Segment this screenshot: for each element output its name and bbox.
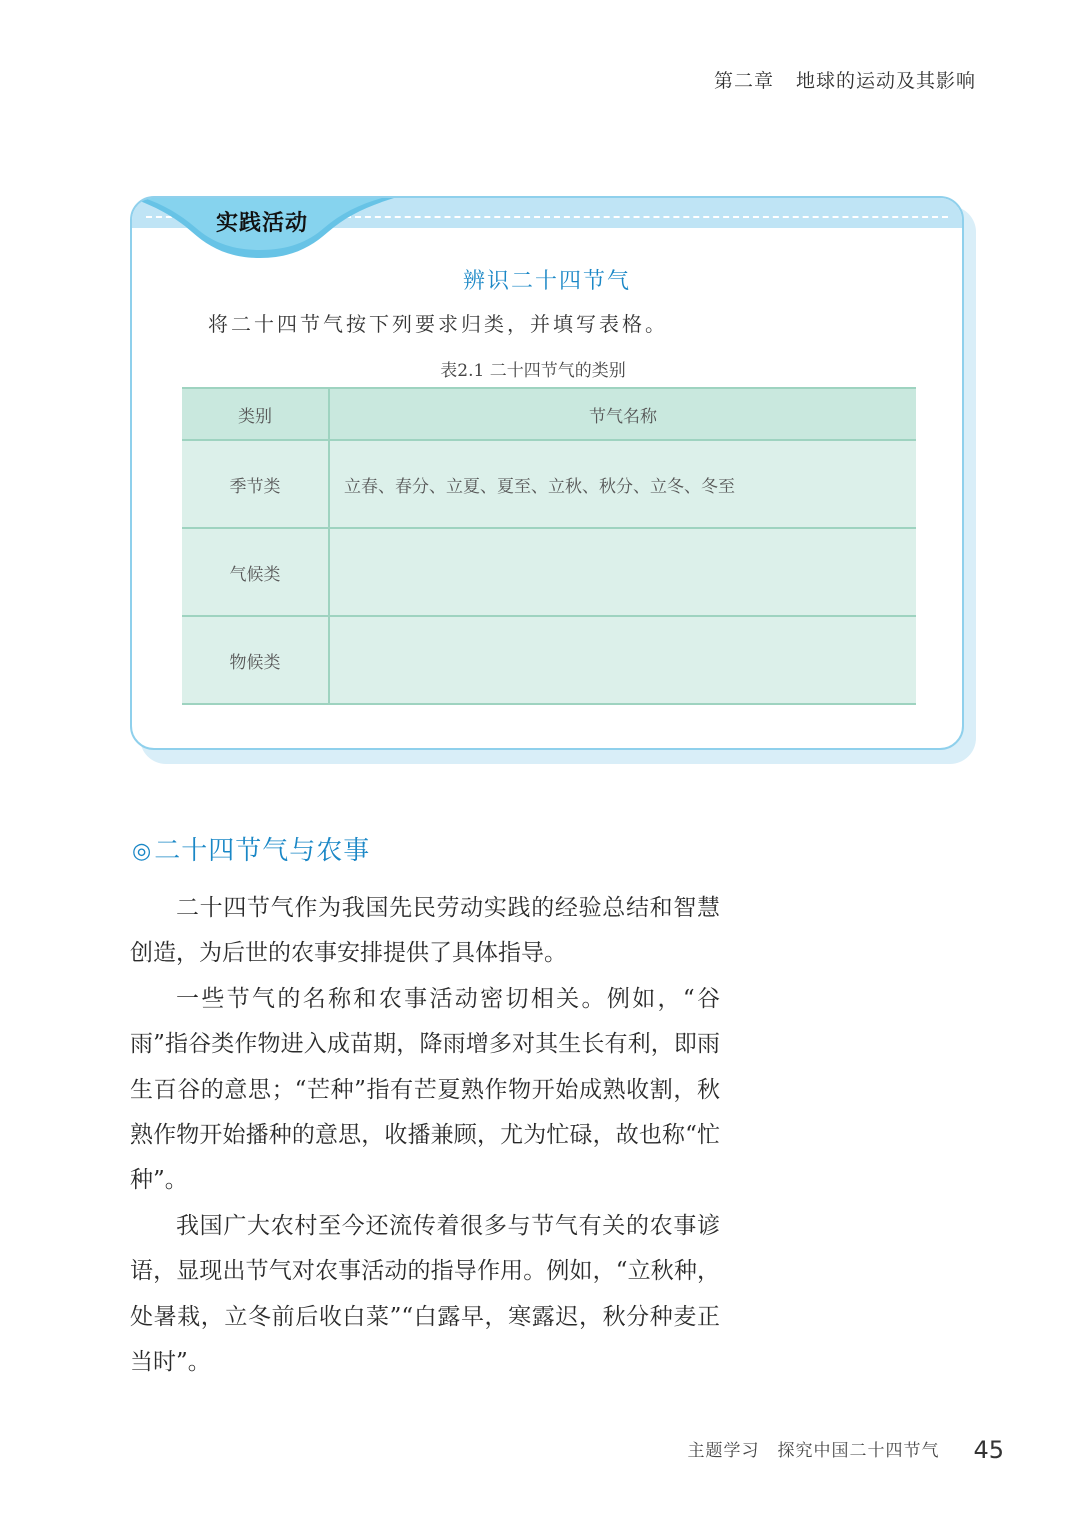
practice-activity-box	[130, 196, 964, 750]
section-heading-text: 二十四节气与农事	[154, 836, 371, 866]
table-header-row	[182, 388, 916, 440]
footer-topic: 探究中国二十四节气	[777, 1441, 940, 1461]
footer-series: 主题学习	[687, 1441, 760, 1461]
header-category: 类别	[182, 388, 329, 440]
activity-instruction: 将二十四节气按下列要求归类，并填写表格。	[208, 312, 668, 336]
header-term-names: 节气名称	[329, 388, 916, 440]
section-heading	[132, 830, 370, 867]
solar-terms-table	[182, 387, 916, 705]
paragraph: 我国广大农村至今还流传着很多与节气有关的农事谚语，显现出节气对农事活动的指导作用。例如，“立秋种，处暑栽，立冬前后收白菜”“白露早，寒露迟，秋分种麦正当时”。	[130, 1212, 720, 1376]
activity-title	[132, 264, 962, 295]
activity-title-text: 辨识二十四节气	[462, 269, 631, 294]
table-row-climate	[182, 528, 916, 616]
table-row-season	[182, 440, 916, 528]
activity-tab-label: 实践活动	[216, 211, 309, 236]
chapter-title: 地球的运动及其影响	[795, 70, 976, 92]
chapter-number: 第二章	[713, 70, 774, 92]
table-caption-text: 表2.1 二十四节气的类别	[440, 361, 626, 381]
table-row-phenology	[182, 616, 916, 704]
paragraph: 二十四节气作为我国先民劳动实践的经验总结和智慧创造，为后世的农事安排提供了具体指导。	[130, 895, 720, 967]
row-term-names-blank[interactable]	[329, 528, 916, 616]
paragraph: 一些节气的名称和农事活动密切相关。例如，“谷雨”指谷类作物进入成苗期，降雨增多对其生长有利，即雨生百谷的意思；“芒种”指有芒夏熟作物开始成熟收割，秋熟作物开始播种的意思，收播兼顾，尤为忙碌，故也称“忙种”。	[130, 985, 720, 1194]
row-term-names-blank[interactable]	[329, 616, 916, 704]
body-text	[130, 886, 720, 1385]
page-footer	[687, 1436, 1004, 1464]
row-category: 气候类	[182, 528, 329, 616]
row-term-names: 立春、春分、立夏、夏至、立秋、秋分、立冬、冬至	[329, 440, 916, 528]
page-number: 45	[973, 1436, 1004, 1464]
row-category: 季节类	[182, 440, 329, 528]
running-header	[714, 66, 976, 93]
double-circle-icon: ◎	[132, 839, 153, 864]
row-category: 物候类	[182, 616, 329, 704]
table-caption	[132, 356, 962, 381]
